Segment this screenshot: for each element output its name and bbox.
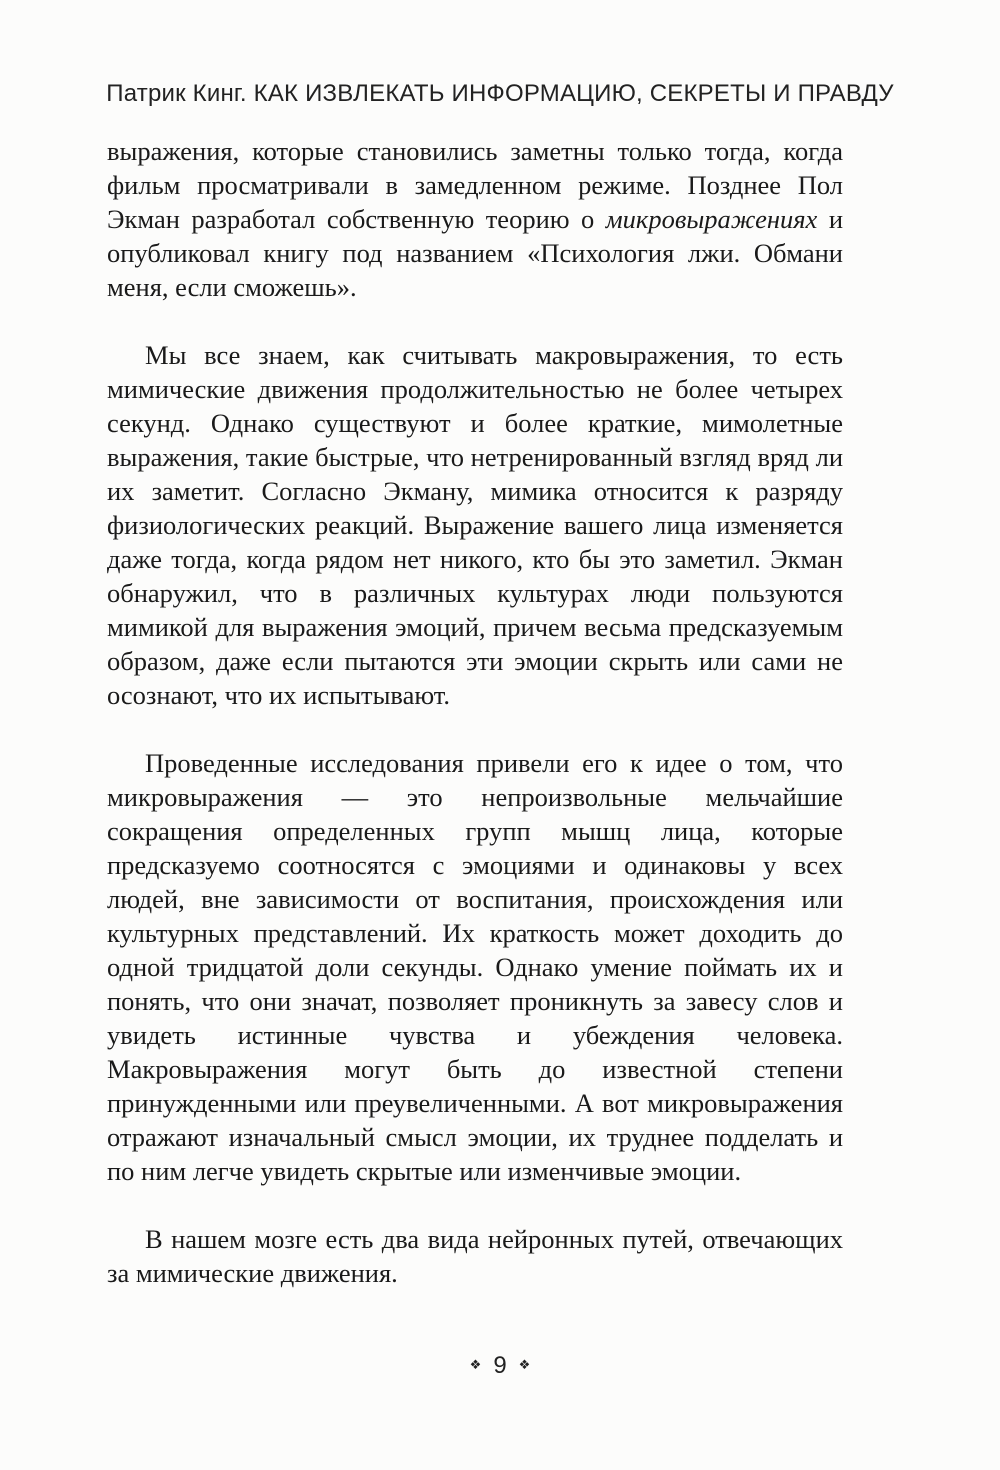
page-footer <box>0 1352 1000 1380</box>
paragraph-2: Мы все знаем, как считывать макровыражения, то есть мимические движения продолжительностью не более четырех секунд. Однако существуют и более краткие, мимолетные выражения, такие быстрые, что нетренированный взгляд вряд ли их заметит. Согласно Экману, мимика относится к разряду физиологических реакций. Выражение вашего лица изменяется даже тогда, когда рядом нет никого, кто бы это заметил. Экман обнаружил, что в различных культурах люди пользуются мимикой для выражения эмоций, причем весьма предсказуемым образом, даже если пытаются эти эмоции скрыть или сами не осознают, что их испытывают. <box>107 340 843 710</box>
paragraph-1-emphasis: микровыражениях <box>605 204 818 234</box>
paragraph-4: В нашем мозге есть два вида нейронных путей, отвечающих за мимические движения. <box>107 1224 843 1288</box>
running-title: Патрик Кинг. КАК ИЗВЛЕКАТЬ ИНФОРМАЦИЮ, СЕКРЕТЫ И ПРАВДУ <box>106 80 894 107</box>
ornament-right-icon: ❖ <box>518 1356 531 1372</box>
ornament-left-icon: ❖ <box>469 1356 482 1372</box>
page-number: 9 <box>493 1352 507 1379</box>
paragraph-1-text-after: и опубликовал книгу под названием «Психология лжи. Обмани меня, если сможешь». <box>107 204 843 302</box>
paragraph-3: Проведенные исследования привели его к идее о том, что микровыражения — это непроизвольные мельчайшие сокращения определенных групп мышц лица, которые предсказуемо соотносятся с эмоциями и одинаковы у всех людей, вне зависимости от воспитания, происхождения или культурных представлений. Их краткость может доходить до одной тридцатой доли секунды. Однако умение поймать их и понять, что они значат, позволяет проникнуть за завесу слов и увидеть истинные чувства и убеждения человека. Макровыражения могут быть до известной степени принужденными или преувеличенными. А вот микровыражения отражают изначальный смысл эмоции, их труднее подделать и по ним легче увидеть скрытые или изменчивые эмоции. <box>107 748 843 1186</box>
paragraph-1-text-before: выражения, которые становились заметны только тогда, когда фильм просматривали в замедленном режиме. Позднее Пол Экман разработал собственную теорию о <box>107 136 843 234</box>
body-text <box>107 134 843 1290</box>
paragraph-1 <box>107 134 843 304</box>
